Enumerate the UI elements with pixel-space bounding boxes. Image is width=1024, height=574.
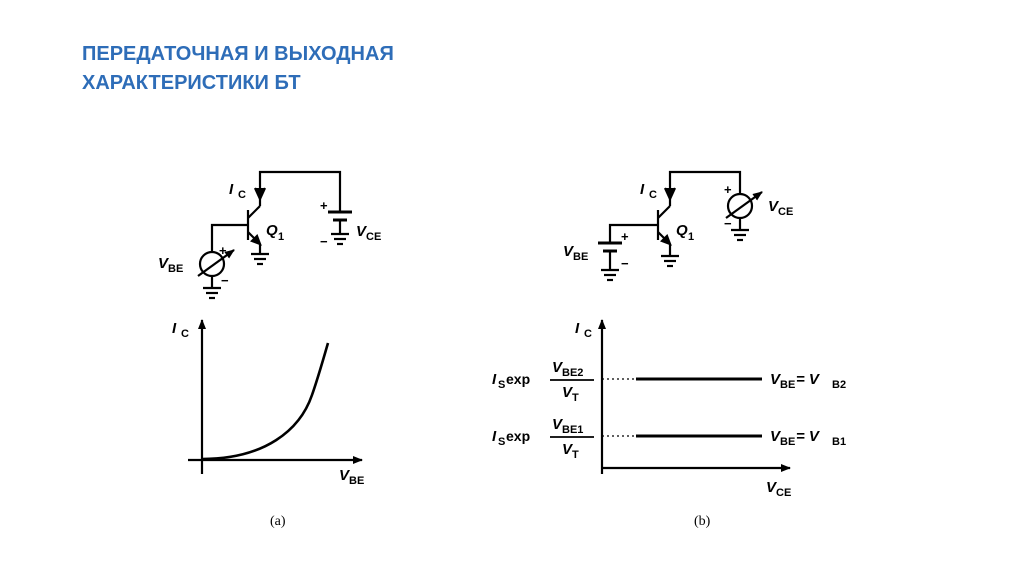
x-axis-label-a: V — [339, 467, 350, 484]
vt-den-1: V — [562, 441, 573, 458]
vt-den-2: V — [562, 384, 573, 401]
ground-icon — [331, 234, 349, 244]
vce-sub-b: CE — [778, 206, 794, 218]
vbe-label-a: V — [158, 255, 169, 272]
source-variable-arrow-a — [198, 250, 234, 276]
level2-right-label — [770, 371, 846, 391]
ic-sub-a: C — [238, 189, 246, 201]
title-line-1: ПЕРЕДАТОЧНАЯ И ВЫХОДНАЯ — [82, 43, 394, 65]
ic-sub-b: C — [649, 189, 657, 201]
is-sub-2: S — [498, 379, 506, 391]
level1-right-label — [770, 428, 846, 448]
exp-label-1: exp — [506, 428, 531, 444]
is-label-1: I — [492, 428, 497, 445]
y-axis-label-b: I — [575, 320, 580, 337]
vbe-plus-a: + — [219, 243, 227, 258]
vbe-right-2: V — [770, 371, 781, 388]
ground-icon — [731, 230, 749, 240]
x-axis-label-b: V — [766, 479, 777, 496]
ic-arrow-b — [665, 188, 675, 199]
y-axis-label-a: I — [172, 320, 177, 337]
ic-label-a: I — [229, 181, 234, 198]
vce-label-b: V — [768, 198, 779, 215]
graph-b — [492, 320, 846, 529]
level2-expression — [492, 359, 594, 404]
vbe1-num-sub: BE1 — [562, 424, 584, 436]
base-wire-a — [212, 225, 248, 252]
vce-minus-a: − — [320, 234, 328, 249]
vbe2-num-sub: BE2 — [562, 367, 584, 379]
exp-label-2: exp — [506, 371, 531, 387]
vbe-label-b: V — [563, 243, 574, 260]
vbe-right-sub-1: BE — [780, 436, 796, 448]
is-label-2: I — [492, 371, 497, 388]
collector-lead-a — [248, 206, 260, 218]
eq-vb1-sub: B1 — [832, 436, 847, 448]
vbe-right-1: V — [770, 428, 781, 445]
ic-label-b: I — [640, 181, 645, 198]
x-axis-sub-b: CE — [776, 487, 792, 499]
vce-minus-b: − — [724, 216, 732, 231]
ground-icon — [601, 270, 619, 280]
eq-vb1: = V — [796, 428, 819, 445]
vbe-right-sub-2: BE — [780, 379, 796, 391]
vt-den-sub-2: T — [572, 392, 579, 404]
collector-wire-a — [260, 172, 340, 212]
q-sub-b: 1 — [688, 231, 695, 243]
ground-icon — [203, 288, 221, 298]
vce-plus-b: + — [724, 182, 732, 197]
is-sub-1: S — [498, 436, 506, 448]
battery-icon — [328, 212, 352, 234]
graph-a — [172, 320, 364, 529]
caption-a: (a) — [270, 514, 286, 529]
transfer-curve — [202, 343, 328, 459]
y-axis-sub-a: C — [181, 328, 189, 340]
vce-sub-a: CE — [366, 231, 382, 243]
q-label-a: Q — [266, 222, 278, 239]
eq-vb2-sub: B2 — [832, 379, 847, 391]
battery-icon — [598, 243, 622, 270]
base-wire-b — [610, 225, 658, 243]
vbe-sub-b: BE — [573, 251, 589, 263]
y-axis-sub-b: C — [584, 328, 592, 340]
caption-b: (b) — [694, 514, 711, 529]
vce-plus-a: + — [320, 198, 328, 213]
ground-icon — [251, 254, 269, 264]
vbe-minus-a: − — [221, 273, 229, 288]
title-line-2: ХАРАКТЕРИСТИКИ БТ — [82, 72, 301, 94]
q-sub-a: 1 — [278, 231, 285, 243]
vbe-minus-b: − — [621, 256, 629, 271]
vce-label-a: V — [356, 223, 367, 240]
q-label-b: Q — [676, 222, 688, 239]
vbe2-num: V — [552, 359, 563, 376]
vt-den-sub-1: T — [572, 449, 579, 461]
ic-arrow-a — [255, 188, 265, 199]
level1-expression — [492, 416, 594, 461]
eq-vb2: = V — [796, 371, 819, 388]
vbe-plus-b: + — [621, 229, 629, 244]
ground-icon — [661, 256, 679, 266]
x-axis-sub-a: BE — [349, 475, 365, 487]
vbe-sub-a: BE — [168, 263, 184, 275]
vbe1-num: V — [552, 416, 563, 433]
